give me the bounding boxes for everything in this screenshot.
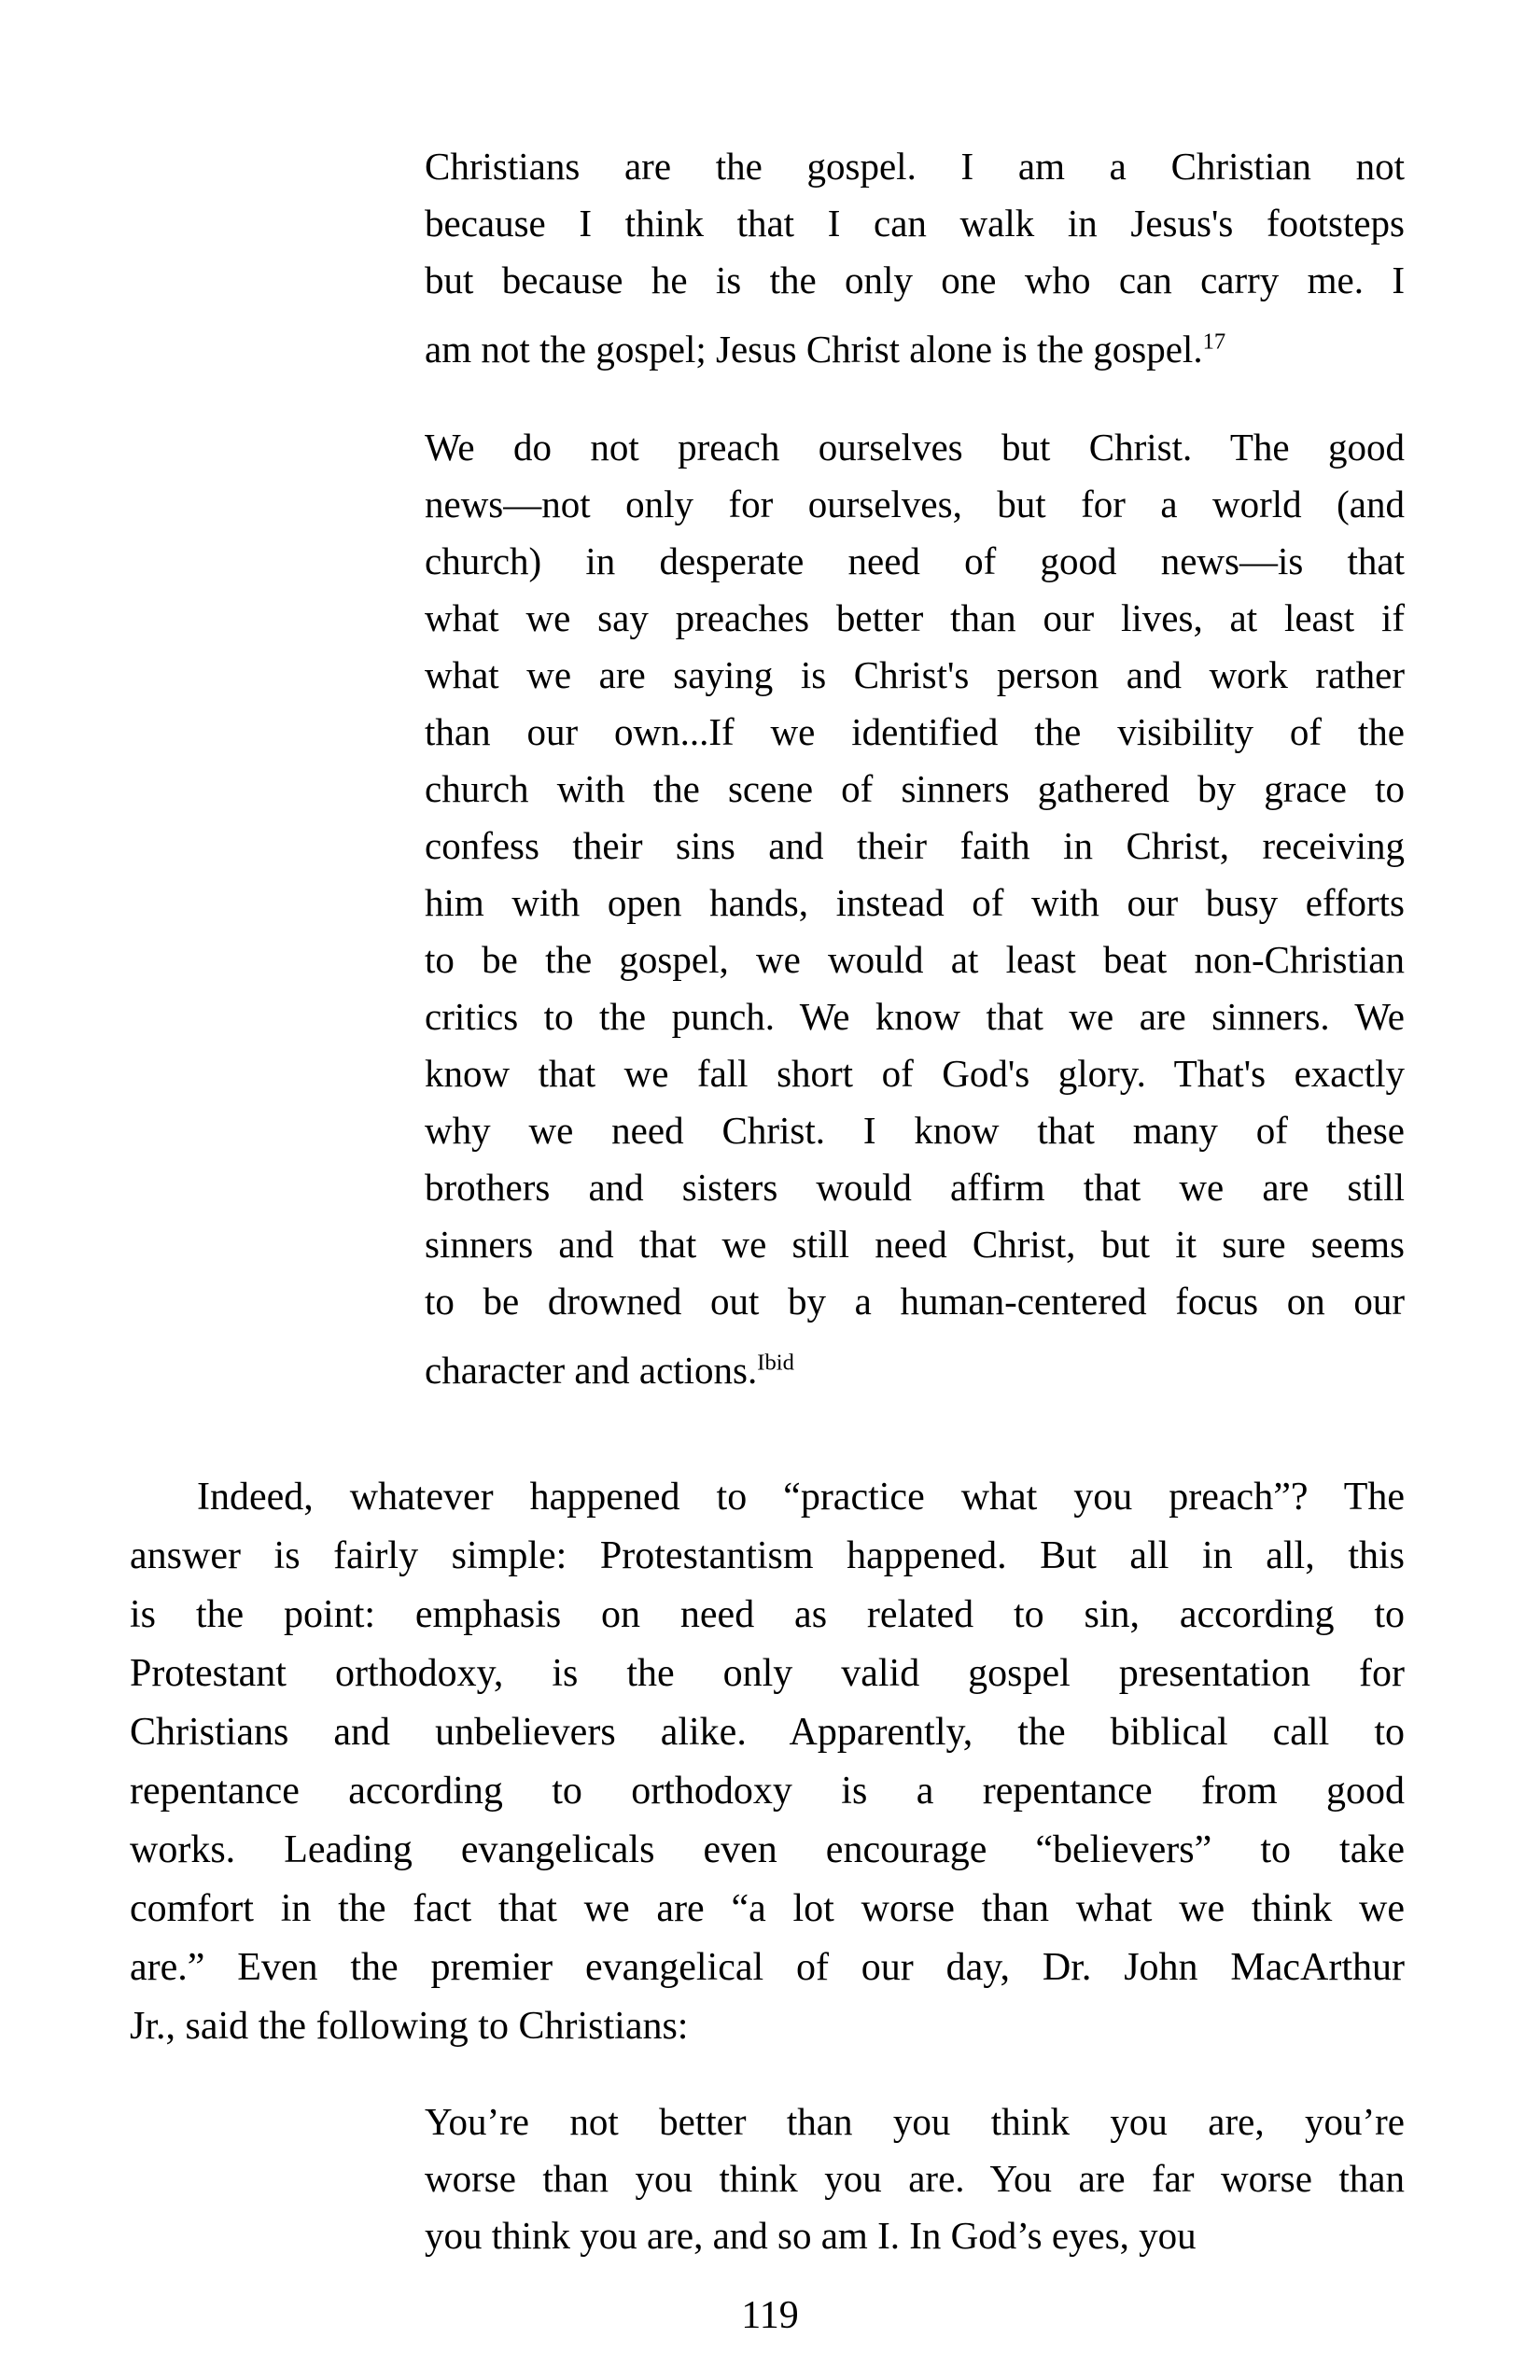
main-paragraph xyxy=(130,1468,1405,2056)
text-line: is the point: emphasis on need as related to sin, according to xyxy=(130,1593,1405,1636)
text-line: what we say preaches better than our lives, at least if xyxy=(425,596,1405,639)
text-line: than our own...If we identified the visibility of the xyxy=(425,710,1405,753)
text-line: Christians are the gospel. I am a Christian not xyxy=(425,145,1405,188)
footnote-reference: Ibid xyxy=(757,1350,794,1376)
block-quote-3 xyxy=(425,2093,1405,2264)
text-line: confess their sins and their faith in Christ, receiving xyxy=(425,824,1405,867)
text-line: comfort in the fact that we are “a lot worse than what we think we xyxy=(130,1887,1405,1930)
text-line: Protestant orthodoxy, is the only valid gospel presentation for xyxy=(130,1652,1405,1695)
text-line: him with open hands, instead of with our busy efforts xyxy=(425,881,1405,924)
text-line: to be drowned out by a human-centered focus on our xyxy=(425,1280,1405,1323)
footnote-reference: 17 xyxy=(1202,329,1226,355)
text-line: am not the gospel; Jesus Christ alone is the gospel.$^{17}$ xyxy=(425,328,1226,371)
text-line: works. Leading evangelicals even encourage “believers” to take xyxy=(130,1828,1405,1871)
text-column xyxy=(130,138,1405,2264)
block-quote-2 xyxy=(425,419,1405,1399)
text-line: brothers and sisters would affirm that we are still xyxy=(425,1166,1405,1209)
text-line: what we are saying is Christ's person and work rather xyxy=(425,653,1405,696)
block-quote-1 xyxy=(425,138,1405,378)
text-line: church) in desperate need of good news—is that xyxy=(425,539,1405,582)
text-line: answer is fairly simple: Protestantism happened. But all in all, this xyxy=(130,1534,1405,1577)
text-line: repentance according to orthodoxy is a repentance from good xyxy=(130,1770,1405,1813)
page-number: 119 xyxy=(741,2294,799,2337)
text-line: Christians and unbelievers alike. Apparently, the biblical call to xyxy=(130,1711,1405,1754)
text-line: worse than you think you are. You are far worse than xyxy=(425,2157,1405,2200)
text-line: Indeed, whatever happened to “practice what you preach”? The xyxy=(197,1476,1405,1519)
text-line: church with the scene of sinners gathered by grace to xyxy=(425,767,1405,810)
text-line: You’re not better than you think you are, you’re xyxy=(425,2100,1405,2143)
text-line: but because he is the only one who can carry me. I xyxy=(425,259,1405,301)
text-line: news—not only for ourselves, but for a world (and xyxy=(425,483,1405,525)
text-line: are.” Even the premier evangelical of our day, Dr. John MacArthur xyxy=(130,1946,1405,1989)
text-line: critics to the punch. We know that we are sinners. We xyxy=(425,995,1405,1038)
text-line: because I think that I can walk in Jesus's footsteps xyxy=(425,202,1405,245)
text-line: know that we fall short of God's glory. That's exactly xyxy=(425,1052,1405,1095)
text-line: Jr., said the following to Christians: xyxy=(130,2005,689,2048)
text-line: you think you are, and so am I. In God’s eyes, you xyxy=(425,2214,1197,2257)
text-line: to be the gospel, we would at least beat non-Christian xyxy=(425,938,1405,981)
text-line: why we need Christ. I know that many of these xyxy=(425,1109,1405,1152)
text-line: character and actions.$^{Ibid}$ xyxy=(425,1349,794,1392)
text-line: We do not preach ourselves but Christ. The good xyxy=(425,426,1405,469)
text-line: sinners and that we still need Christ, but it sure seems xyxy=(425,1223,1405,1266)
